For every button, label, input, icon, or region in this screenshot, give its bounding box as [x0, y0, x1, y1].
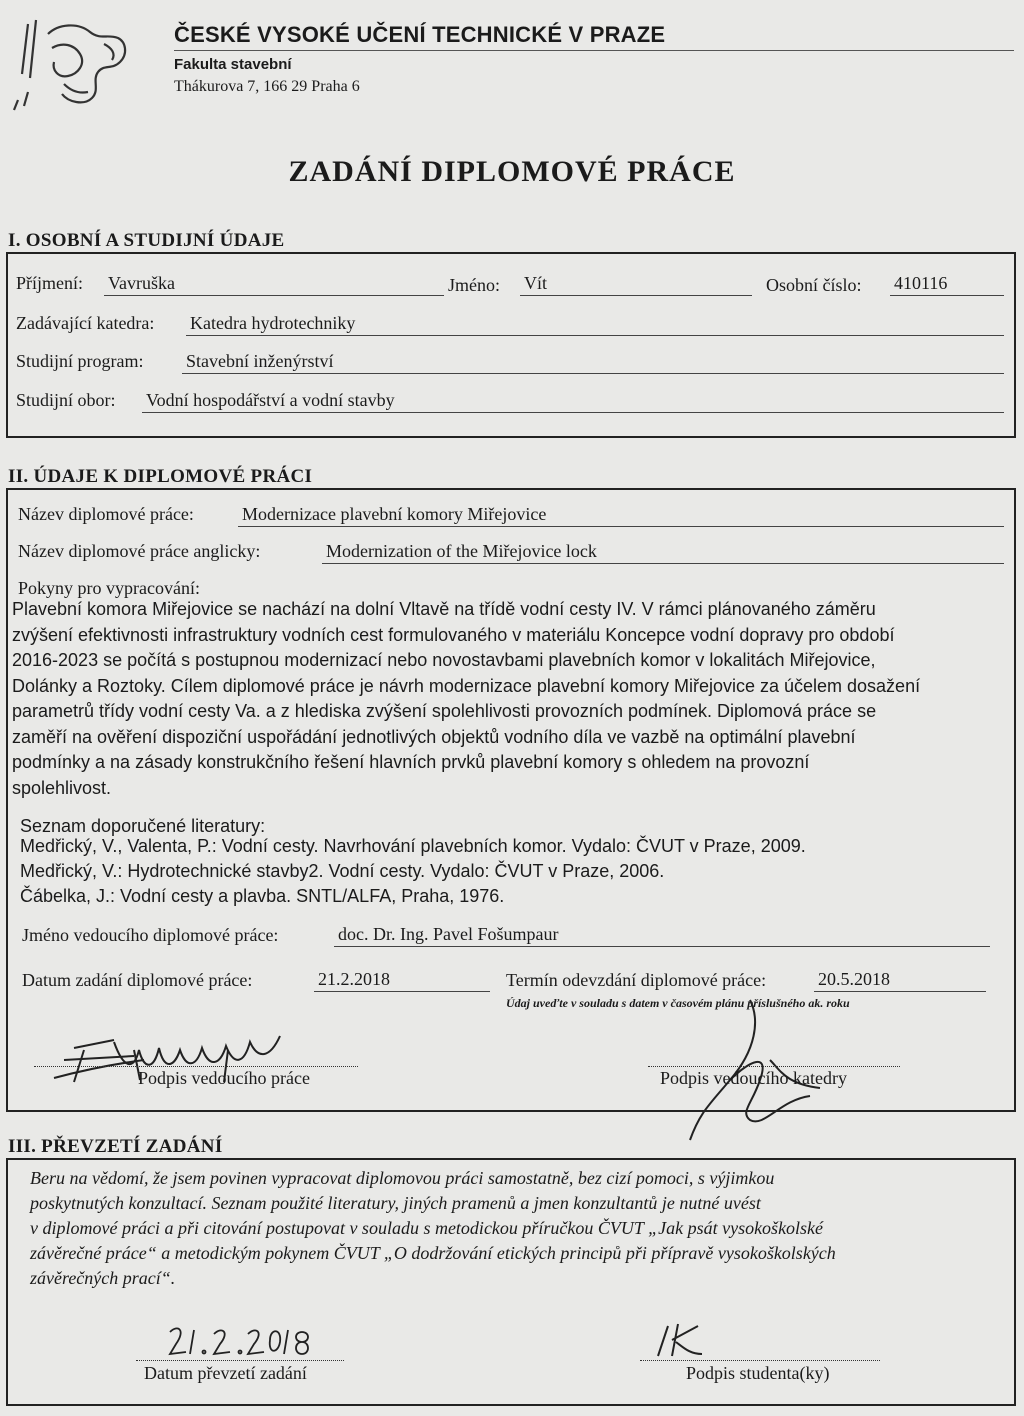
literature-list	[20, 834, 1010, 909]
declaration-line: Beru na vědomí, že jsem povinen vypracovat diplomovou práci samostatně, bez cizí pomoci, s výjimkou	[30, 1168, 775, 1188]
instructions-line: 2016-2023 se počítá s postupnou modernizací nebo novostavbami plavebních komor v lokalitách Miřejovice,	[12, 650, 876, 670]
instructions-line: Dolánky a Roztoky. Cílem diplomové práce je návrh modernizace plavební komory Miřejovice za účelem dosažení	[12, 675, 921, 696]
thesis-name-field: Modernizace plavební komory Miřejovice	[238, 504, 1004, 527]
instructions-line: Plavební komora Miřejovice se nachází na dolní Vltavě na třídě vodní cesty IV. V rámci plánovaného záměru	[12, 599, 876, 619]
instructions-label: Pokyny pro vypracování:	[18, 578, 200, 598]
literature-item: Medřický, V., Valenta, P.: Vodní cesty. Navrhování plavebních komor. Vydalo: ČVUT v Praze, 2009.	[20, 836, 806, 856]
deadline-label: Termín odevzdání diplomové práce:	[506, 970, 767, 990]
section-3-title: III. PŘEVZETÍ ZADÁNÍ	[8, 1136, 223, 1157]
thesis-name-en-label: Název diplomové práce anglicky:	[18, 541, 261, 561]
thesis-name-en-field: Modernization of the Miřejovice lock	[322, 541, 1004, 564]
student-signature-label: Podpis studenta(ky)	[686, 1363, 830, 1383]
instructions-line: podmínky a na zásady konstrukčního řešení hlavních prvků plavební komory s ohledem na provozní	[12, 752, 810, 772]
assign-date-field: 21.2.2018	[314, 969, 490, 992]
faculty-name: Fakulta stavební	[174, 56, 292, 73]
literature-label: Seznam doporučené literatury:	[20, 816, 266, 836]
section-1-title: I. OSOBNÍ A STUDIJNÍ ÚDAJE	[8, 230, 285, 251]
supervisor-field: doc. Dr. Ing. Pavel Fošumpaur	[334, 924, 990, 947]
declaration-line: závěrečné práce“ a metodickým pokynem ČVUT „O dodržování etických principů při přípravě vysokoškolských	[30, 1243, 836, 1263]
university-name: ČESKÉ VYSOKÉ UČENÍ TECHNICKÉ V PRAZE	[174, 22, 666, 47]
assign-date-label: Datum zadání diplomové práce:	[22, 970, 253, 990]
personal-number-label: Osobní číslo:	[766, 275, 862, 295]
section-2-title: II. ÚDAJE K DIPLOMOVÉ PRÁCI	[8, 466, 313, 487]
ctu-logo	[8, 14, 138, 110]
head-signature-label: Podpis vedoucího katedry	[660, 1068, 847, 1088]
supervisor-label: Jméno vedoucího diplomové práce:	[22, 925, 279, 945]
supervisor-signature-line	[34, 1066, 358, 1067]
surname-field: Vavruška	[104, 273, 444, 296]
department-field: Katedra hydrotechniky	[186, 313, 1004, 336]
faculty-address: Thákurova 7, 166 29 Praha 6	[174, 78, 360, 95]
literature-item: Čábelka, J.: Vodní cesty a plavba. SNTL/ALFA, Praha, 1976.	[20, 886, 505, 906]
deadline-note: Údaj uveďte v souladu s datem v časovém plánu příslušného ak. roku	[506, 996, 850, 1010]
student-signature-line	[640, 1360, 880, 1361]
head-signature-line	[648, 1066, 900, 1067]
supervisor-signature-label: Podpis vedoucího práce	[138, 1068, 310, 1088]
program-label: Studijní program:	[16, 351, 144, 371]
header-rule	[174, 50, 1014, 51]
personal-number-field: 410116	[890, 273, 1004, 296]
field-of-study-label: Studijní obor:	[16, 390, 116, 410]
department-label: Zadávající katedra:	[16, 313, 155, 333]
literature-item: Medřický, V.: Hydrotechnické stavby2. Vodní cesty. Vydalo: ČVUT v Praze, 2006.	[20, 861, 665, 881]
instructions-line: zvýšení efektivnosti infrastruktury vodních cest formulovaného v materiálu Koncepce vodní dopravy pro období	[12, 624, 895, 645]
declaration-line: poskytnutých konzultací. Seznam použité literatury, jiných pramenů a jmen konzultantů je nutné uvést	[30, 1193, 761, 1213]
receipt-date-line	[136, 1360, 344, 1361]
ctu-lion-logo-icon	[8, 14, 138, 110]
declaration-text	[30, 1166, 1010, 1291]
name-label: Jméno:	[448, 275, 500, 295]
program-field: Stavební inženýrství	[182, 351, 1004, 374]
declaration-line: závěrečných prací“.	[30, 1268, 176, 1288]
instructions-text	[12, 597, 1010, 801]
student-signature	[650, 1320, 730, 1360]
instructions-line: zaměří na ověření dispoziční uspořádání jednotlivých objektů vodního díla ve vazbě na optimální plavební	[12, 726, 856, 747]
instructions-line: spolehlivost.	[12, 777, 112, 798]
surname-label: Příjmení:	[16, 273, 83, 293]
document-title: ZADÁNÍ DIPLOMOVÉ PRÁCE	[288, 155, 736, 188]
receipt-date-label: Datum převzetí zadání	[144, 1363, 307, 1383]
declaration-line: v diplomové práci a při citování postupovat v souladu s metodickou příručkou ČVUT „Jak psát vysokoškolské	[30, 1218, 824, 1238]
thesis-name-label: Název diplomové práce:	[18, 504, 194, 524]
instructions-line: parametrů třídy vodní cesty Va. a z hlediska zvýšení spolehlivosti provozních podmínek. Diplomová práce se	[12, 701, 877, 721]
name-field: Vít	[520, 273, 752, 296]
deadline-field: 20.5.2018	[814, 969, 986, 992]
handwritten-date	[166, 1322, 316, 1362]
field-of-study-field: Vodní hospodářství a vodní stavby	[142, 390, 1004, 413]
